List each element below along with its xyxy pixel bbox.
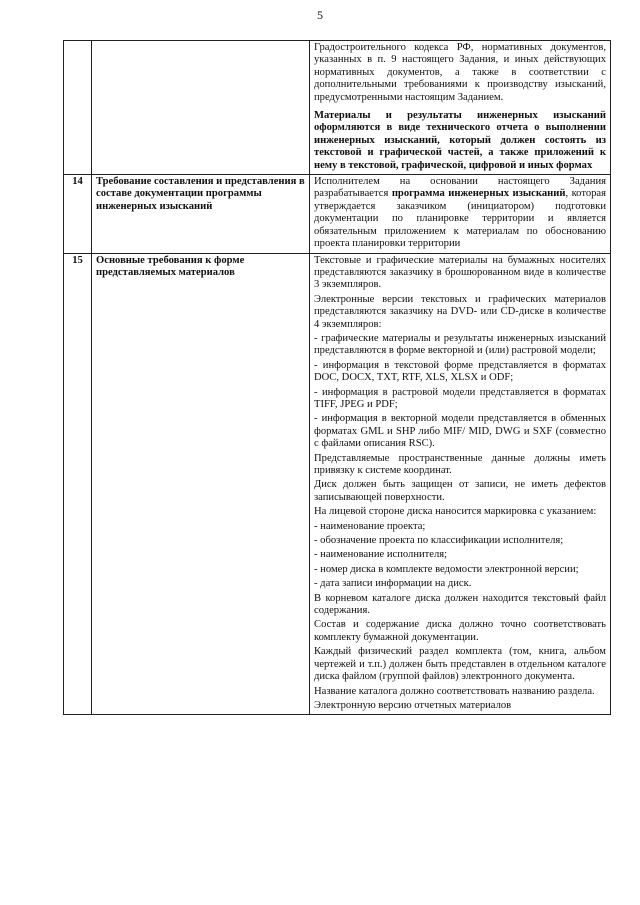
list-item: - графические материалы и результаты инженерных изысканий представляются в форме векторной и (или) растровой модели; [314, 332, 606, 357]
paragraph: На лицевой стороне диска наносится маркировка с указанием: [314, 506, 597, 518]
paragraph: Название каталога должно соответствовать названию раздела. [314, 685, 595, 697]
row-content [310, 175, 611, 253]
table-row [64, 41, 611, 175]
row-content [310, 41, 611, 175]
list-item: - информация в векторной модели представляется в обменных форматах GML и SHP либо MIF/ MID, DWG и SXF (совместно с файлами описания RSC). [314, 413, 606, 450]
paragraph: Градостроительного кодекса РФ, нормативных документов, указанных в п. 9 настоящего Задания, и иных действующих нормативных документов, а также в соответствии с дополнительными требованиями к производству изысканий, предусмотренными настоящим Заданием. [314, 42, 606, 103]
paragraph: Электронную версию отчетных материалов [314, 699, 512, 711]
list-item: - наименование проекта; [314, 520, 426, 532]
table-row [64, 253, 611, 715]
requirements-table [63, 40, 611, 715]
row-number: 14 [64, 175, 92, 253]
page-number: 5 [317, 8, 323, 22]
paragraph-bold: Материалы и результаты инженерных изысканий оформляются в виде технического отчета о выполнении инженерных изысканий, который должен состоять из текстовой и графической частей, а также приложений к нему в текстовой, графической, цифровой и иных формах [314, 110, 606, 171]
paragraph-bold-text: программа инженерных изысканий [391, 188, 566, 200]
row-number: 15 [64, 253, 92, 715]
row-title [92, 41, 310, 175]
list-item: - информация в растровой модели представляется в форматах TIFF, JPEG и PDF; [314, 386, 606, 410]
row-content [310, 253, 611, 715]
paragraph: Текстовые и графические материалы на бумажных носителях представляются заказчику в брошюрованном виде в количестве 3 экземпляров. [314, 254, 606, 291]
paragraph: В корневом каталоге диска должен находится текстовый файл содержания. [314, 592, 606, 617]
list-item: - информация в текстовой форме представляется в форматах DOC, DOCX, TXT, RTF, XLS, XLSX и ODF; [314, 359, 606, 384]
table-row [64, 175, 611, 253]
paragraph: Состав и содержание диска должно точно соответствовать комплекту бумажной документации. [314, 619, 606, 643]
list-item: - обозначение проекта по классификации исполнителя; [314, 535, 564, 547]
paragraph: Диск должен быть защищен от записи, не иметь дефектов записывающей поверхности. [314, 479, 606, 503]
paragraph [314, 176, 606, 250]
list-item: - номер диска в комплекте ведомости электронной версии; [314, 563, 579, 575]
paragraph-text: Исполнителем на основании настоящего Задания разрабатывается [314, 176, 606, 200]
row-title: Основные требования к форме представляемых материалов [92, 253, 310, 715]
paragraph-text: , которая утверждается заказчиком (инициатором) подготовки документации по планировке территории и является обязательным приложением к материалам по обоснованию проекта планировки территории [314, 188, 606, 250]
paragraph: Представляемые пространственные данные должны иметь привязку к системе координат. [314, 452, 606, 476]
list-item: - дата записи информации на диск. [314, 578, 472, 590]
list-item: - наименование исполнителя; [314, 549, 448, 561]
row-number [64, 41, 92, 175]
paragraph: Электронные версии текстовых и графических материалов представляются заказчику на DVD- или CD-диске в количестве 4 экземпляров: [314, 293, 606, 330]
paragraph: Каждый физический раздел комплекта (том, книга, альбом чертежей и т.п.) должен быть представлен в отдельном каталоге диска файлом (группой файлов) электронного документа. [314, 646, 606, 683]
row-title: Требование составления и представления в составе документации программы инженерных изысканий [92, 175, 310, 253]
